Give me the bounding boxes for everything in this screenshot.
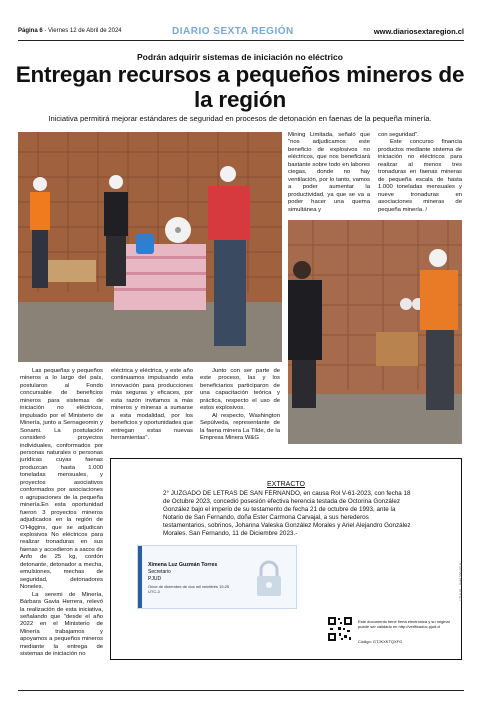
article-kicker: Podrán adquirir sistemas de iniciación no eléctrico [137,52,343,62]
article-column-1 [20,368,103,659]
signer-org: PJUD [148,576,162,582]
notice-title: EXTRACTO [267,481,305,488]
signature-accent-bar [138,546,142,608]
article-paragraph: Las pequeñas y pequeños mineros a lo largo del país, postularon al Fondo concursable de beneficios mineros para sistemas de iniciación no eléctricos, impulsado por el Ministerio de Minería, junto a Sernageomin y Sonami. La postulación consideró proyectos individuales, conformados por personas naturales o personas jurídicas cuyas faenas produzcan hasta 1.000 toneladas mensuales, y proyectos asociativos conformados por asociaciones o agrupaciones de la pequeña minería.En esta oportunidad fueron 3 proyectos mineros adjudicados en la región de O'Higgins, que se adjudican explosivos No eléctricos para realizar tronaduras en sus faenas y accedieron a sacos de Anfo de 25 kg, cordón detonante, detonador a mecha, emulsiones, mechas de seguridad, detonadores Noneles. [20,368,103,591]
qr-code-icon[interactable] [327,616,353,642]
article-paragraph: Mining Limitada, señaló que "nos adjudicamos este beneficio de explosivos no eléctricos, que nos beneficiará bastante sobre todo en labores ciegas, donde no hay ventilación, por lo tanto, vamos a poder aumentar la productividad, ya que se va a poder hacer una quema simultánea y [288,132,370,213]
signer-role: Secretario [148,569,171,575]
legal-notice [110,458,462,660]
header-divider [18,40,464,41]
article-headline: Entregan recursos a pequeños mineros de la región [15,62,465,112]
issue-date: - Viernes 12 de Abril de 2024 [44,28,122,34]
verification-text: Este documento tiene firma electrónica y su original puede ser validado en http://verificadoc.pjud.cl [358,619,450,629]
article-column-4 [288,132,370,214]
article-column-2 [111,368,193,443]
article-subhead: Iniciativa permitirá mejorar estándares de seguridad en procesos de detonación en faenas de la pequeña minería. [48,114,432,123]
signer-name: Ximena Luz Guzmán Torres [148,562,218,568]
article-column-3 [200,368,280,443]
article-paragraph: Este concurso financia productos mediante sistema de iniciación no eléctricos para realizar al menos tres tronaduras en faenas mineras de pequeña escala de hasta 1.000 toneladas mensuales y nueve tronaduras en asociaciones mineras de pequeña minería. / [378,139,462,213]
main-photo [18,132,282,362]
lock-icon [252,558,286,598]
page-header [18,26,464,40]
article-paragraph: eléctrica y eléctrica, y este año continuamos impulsando esta innovación para producciones más seguras y eficaces, por esta razón invitamos a más mineros y mineras a sumarse a esta modalidad, por los beneficios y oportunidades que entregan estas nuevas herramientas". [111,368,193,442]
page-number: Página 6 [18,28,43,34]
notice-body: 2° JUZGADO DE LETRAS DE SAN FERNANDO, en causa Rol V-61-2023, con fecha 18 de Octubre 2023, concedió posesión efectiva herencia testada de Octorina González González bajo el imperio de su testamento de fecha 21 de octubre de 1993, ante la Notario de San Fernando, doña Ester Carmona Carvajal, a sus herederos testamentarios, sobrinos, Johanna Valeska González Morales y Ariel Alejandro González Morales. San Fernando, 11 de Diciembre 2023.- [163,490,411,537]
article-paragraph: La seremi de Minería, Bárbara Gavia Herrera, relevó la realización de esta iniciativa, señalando que "desde el año 2022 en el Ministerio de Minería trabajamos y apoyamos a pequeños mineros mediante la entrega de sistemas de iniciación no [20,591,103,658]
article-paragraph: con seguridad". [378,132,419,138]
article-paragraph: Al respecto, Washington Sepúlveda, representante de la faena minera La Tilde, de la Empresa Minera W&G [200,412,280,442]
newspaper-url[interactable]: www.diariosextaregion.cl [373,27,464,36]
electronic-signature [137,545,297,609]
signature-date: Once de diciembre de dos mil veintitrés 15:25 UTC-3 [148,584,230,594]
document-vertical-code: 1716-01 - 0461230-02-8 [459,563,463,601]
article-column-5 [378,132,462,214]
newspaper-brand: DIARIO SEXTA REGIÓN [172,26,294,37]
secondary-photo [288,220,462,444]
page-info [18,28,122,34]
verification-code: Código: GTJKXKTQXFG [358,639,403,644]
article-paragraph: Junto con ser parte de este proceso, las y los beneficiarios participaron de una capacitación teórica y práctica, respecto el uso de estos explosivos. [200,368,280,412]
footer-divider [18,690,464,691]
